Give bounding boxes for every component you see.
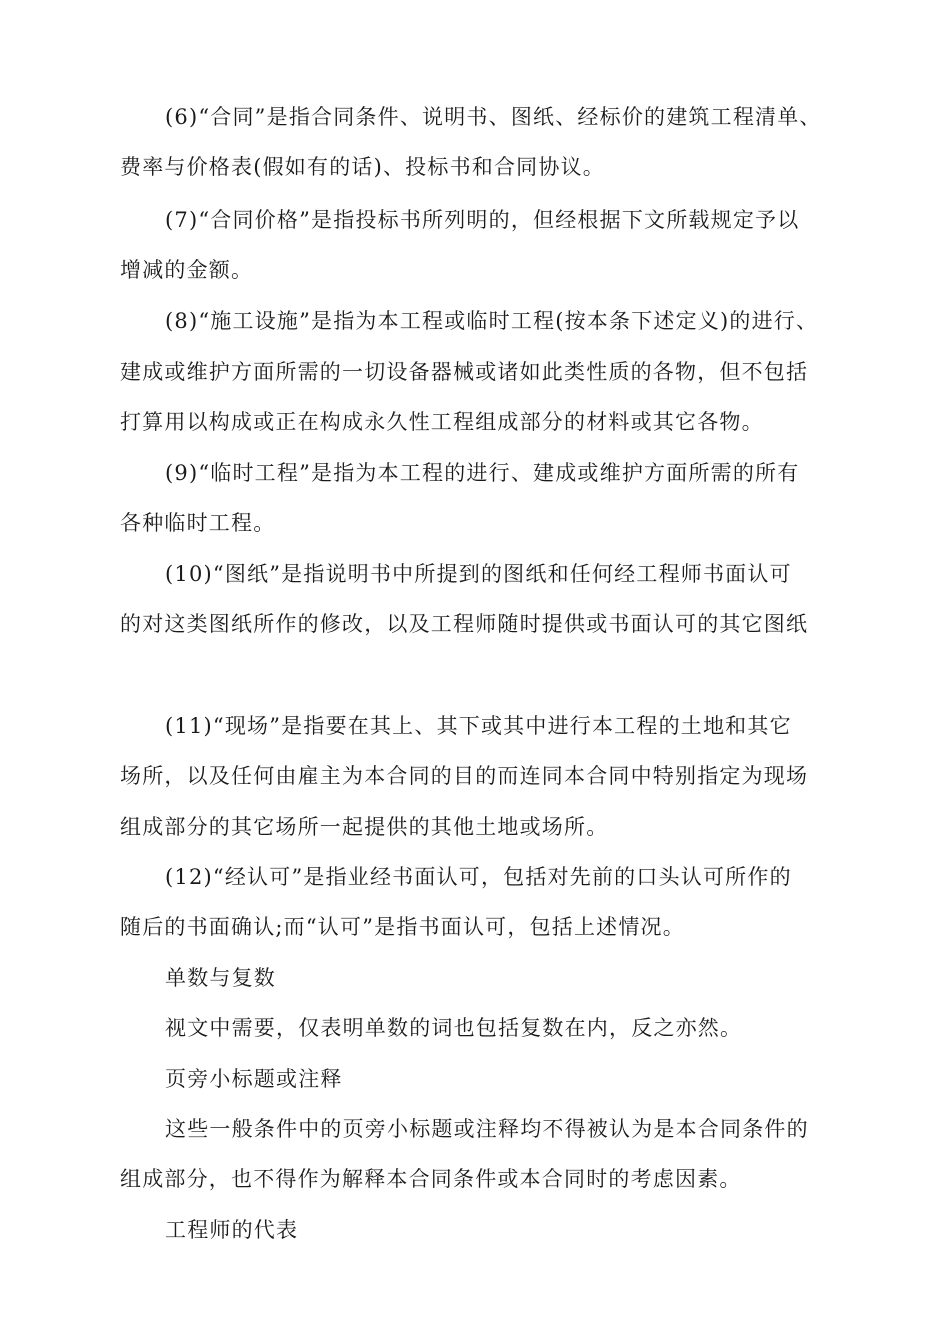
clause-10-line-1: (10)“图纸”是指说明书中所提到的图纸和任何经工程师书面认可 (165, 562, 792, 586)
clause-11-line-3: 组成部分的其它场所一起提供的其他土地或场所。 (120, 815, 609, 839)
clause-7-line-1: (7)“合同价格”是指投标书所列明的，但经根据下文所载规定予以 (165, 208, 800, 232)
clause-7-line-2: 增减的金额。 (120, 258, 254, 282)
heading-singular-plural: 单数与复数 (165, 966, 276, 990)
singular-plural-text: 视文中需要，仅表明单数的词也包括复数在内，反之亦然。 (165, 1016, 743, 1040)
heading-marginal-notes: 页旁小标题或注释 (165, 1067, 343, 1091)
marginal-notes-line-2: 组成部分，也不得作为解释本合同条件或本合同时的考虑因素。 (120, 1167, 742, 1191)
clause-8-line-3: 打算用以构成或正在构成永久性工程组成部分的材料或其它各物。 (120, 410, 764, 434)
clause-10-line-2: 的对这类图纸所作的修改，以及工程师随时提供或书面认可的其它图纸 (120, 612, 809, 636)
clause-12-line-1: (12)“经认可”是指业经书面认可，包括对先前的口头认可所作的 (165, 865, 792, 889)
clause-11-line-2: 场所，以及任何由雇主为本合同的目的而连同本合同中特别指定为现场 (120, 764, 809, 788)
clause-9-line-1: (9)“临时工程”是指为本工程的进行、建成或维护方面所需的所有 (165, 461, 800, 485)
heading-engineer-representative: 工程师的代表 (165, 1218, 299, 1242)
clause-6-line-2: 费率与价格表(假如有的话)、投标书和合同协议。 (120, 155, 605, 179)
marginal-notes-line-1: 这些一般条件中的页旁小标题或注释均不得被认为是本合同条件的 (165, 1117, 809, 1141)
clause-11-line-1: (11)“现场”是指要在其上、其下或其中进行本工程的土地和其它 (165, 714, 792, 738)
clause-12-line-2: 随后的书面确认;而“认可”是指书面认可，包括上述情况。 (120, 915, 685, 939)
clause-9-line-2: 各种临时工程。 (120, 511, 276, 535)
clause-8-line-2: 建成或维护方面所需的一切设备器械或诸如此类性质的各物，但不包括 (120, 360, 809, 384)
clause-8-line-1: (8)“施工设施”是指为本工程或临时工程(按本条下述定义)的进行、 (165, 309, 819, 333)
clause-6-line-1: (6)“合同”是指合同条件、说明书、图纸、经标价的建筑工程清单、 (165, 105, 822, 129)
